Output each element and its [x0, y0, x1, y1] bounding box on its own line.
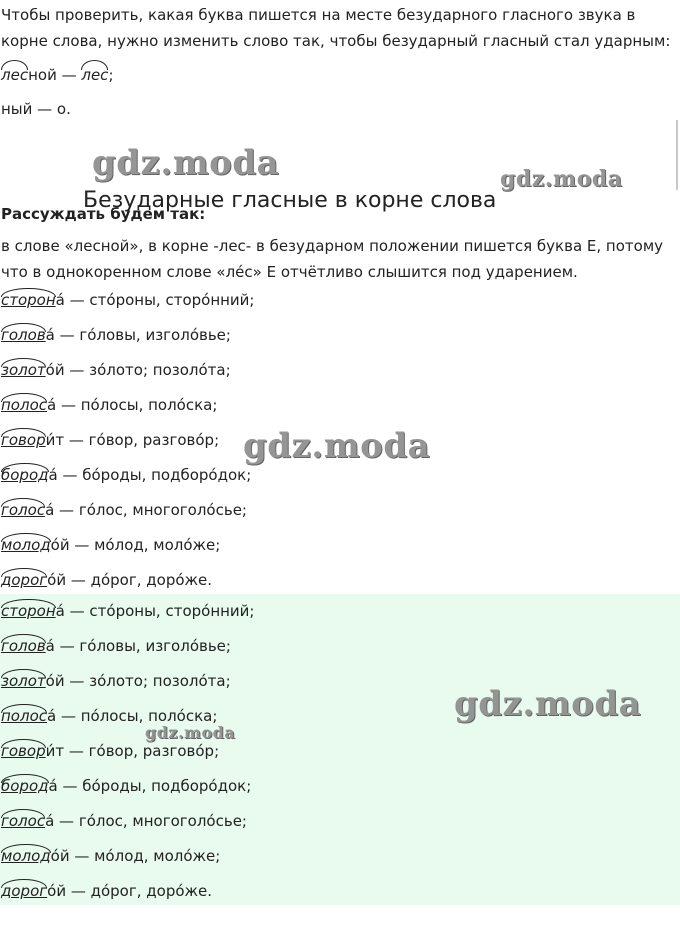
check-words: — гóвор, разговóр;: [64, 742, 220, 760]
ending-text: á: [45, 637, 55, 655]
root-text: голос: [1, 812, 46, 830]
root-arc: [1, 358, 46, 367]
check-words: — стóроны, сторóнний;: [64, 291, 255, 309]
root-word: [1, 598, 56, 624]
root-arc: [1, 498, 45, 507]
root-text: бород: [1, 777, 49, 795]
ending-text: á: [55, 291, 65, 309]
root-arc: [1, 393, 47, 402]
ending-text: óй: [45, 361, 65, 379]
check-words: — бóроды, подборóдок;: [57, 777, 252, 795]
list-item: [1, 843, 601, 878]
check-words: — дóрог, дорóже.: [66, 882, 213, 900]
root-word: [1, 808, 45, 834]
partial-heading-text: Безударные гласные в корне слова: [83, 188, 497, 213]
root-word: [1, 738, 46, 764]
watermark-5: gdz.moda: [145, 723, 236, 742]
reasoning-heading: Рассуждать будем так:: [1, 205, 206, 223]
check-words: — мóлод, молóже;: [69, 847, 221, 865]
check-words: — гóловы, изголóвье;: [54, 326, 231, 344]
root-arc: [1, 533, 51, 542]
list-item: [1, 287, 601, 322]
root-text: голос: [1, 501, 46, 519]
list-item: [1, 668, 601, 703]
root-arc: [1, 739, 46, 748]
check-words: — пóлосы, полóска;: [56, 396, 218, 414]
root-word: [1, 427, 46, 453]
list-item: [1, 738, 601, 773]
check-words: — стóроны, сторóнний;: [64, 602, 255, 620]
example-line-1: [1, 62, 114, 88]
root-arc: [1, 323, 46, 332]
root-arc: [1, 844, 51, 853]
ending-text: á: [45, 326, 55, 344]
watermark-1: gdz.moda: [92, 143, 280, 183]
list-item: [1, 633, 601, 668]
ending-text: óй: [45, 672, 65, 690]
root-les-1: лес: [1, 62, 28, 88]
root-text: бород: [1, 466, 49, 484]
check-words: — бóроды, подборóдок;: [57, 466, 252, 484]
partially-hidden-heading: [83, 186, 533, 213]
root-arc: [1, 774, 49, 783]
ending-text: óй: [50, 536, 70, 554]
list-item: [1, 703, 601, 738]
ending-text: á: [45, 812, 55, 830]
ending-text: á: [47, 396, 57, 414]
list-item: [1, 532, 601, 567]
ending-text: á: [45, 501, 55, 519]
root-word: [1, 532, 51, 558]
root-arc: [1, 568, 47, 577]
check-words: — гóловы, изголóвье;: [54, 637, 231, 655]
root-word: [1, 567, 47, 593]
watermark-2: gdz.moda: [500, 166, 623, 192]
intro-paragraph: [1, 2, 676, 54]
list-item: [1, 773, 601, 808]
root-arc: [1, 428, 46, 437]
list-item: [1, 426, 601, 466]
root-text: голов: [1, 637, 46, 655]
list-item: [1, 808, 601, 843]
root-arc: [1, 669, 46, 678]
root-word: [1, 287, 56, 313]
check-words: — гóлос, многоголóсье;: [54, 812, 247, 830]
check-words: — гóлос, многоголóсье;: [54, 501, 247, 519]
list-item: [1, 322, 601, 357]
ending-noi: ной: [28, 66, 57, 84]
check-words: — мóлод, молóже;: [69, 536, 221, 554]
root-text: молод: [1, 847, 51, 865]
ending-text: á: [48, 777, 58, 795]
list-item: [1, 497, 601, 532]
root-word: [1, 878, 47, 904]
root-text: полос: [1, 396, 47, 414]
root-word: [1, 633, 46, 659]
ending-text: óй: [47, 882, 67, 900]
root-text: сторон: [1, 602, 56, 620]
root-arc: [1, 463, 49, 472]
ending-text: á: [47, 707, 57, 725]
root-text: молод: [1, 536, 51, 554]
check-words: — дóрог, дорóже.: [66, 571, 213, 589]
root-word: [1, 703, 47, 729]
root-word: [1, 392, 47, 418]
dash: —: [56, 66, 82, 84]
intro-text: Чтобы проверить, какая буква пишется на месте безударного гласного звука в корне слова, нужно изменить слово так, чтобы безударный гласный стал ударным:: [1, 6, 671, 50]
watermark-4: gdz.moda: [454, 684, 642, 724]
root-text: голов: [1, 326, 46, 344]
root-arc: [1, 704, 47, 713]
root-text: говор: [1, 431, 46, 449]
root-word: [1, 773, 49, 799]
watermark-3: gdz.moda: [243, 426, 431, 466]
root-arc: [1, 634, 46, 643]
root-word: [1, 322, 46, 348]
list-item: [1, 598, 601, 633]
check-words: — пóлосы, полóска;: [56, 707, 218, 725]
ending-text: и́т: [45, 742, 65, 760]
root-arc: [1, 288, 56, 297]
root-text: полос: [1, 707, 47, 725]
root-arc: [1, 879, 47, 888]
example-line-2: ный — о.: [1, 100, 71, 118]
list-item: [1, 462, 601, 497]
explanation-text: в слове «лесной», в корне -лес- в безударном положении пишется буква Е, потому что в однокоренном слове «лéс» Е отчётливо слышится под ударением.: [1, 237, 664, 281]
root-arc: [1, 809, 45, 818]
semicolon: ;: [108, 66, 114, 84]
divider-line: [676, 120, 678, 190]
root-arc: [1, 599, 56, 608]
check-words: — зóлото; позолóта;: [64, 672, 231, 690]
root-text: золот: [1, 672, 46, 690]
list-item: [1, 392, 601, 427]
root-word: [1, 357, 46, 383]
root-text: сторон: [1, 291, 56, 309]
ending-text: á: [48, 466, 58, 484]
root-text: дорог: [1, 882, 48, 900]
word-list-1: [1, 287, 601, 602]
root-word: [1, 497, 45, 523]
ending-text: óй: [50, 847, 70, 865]
root-text: говор: [1, 742, 46, 760]
list-item: [1, 357, 601, 392]
ending-text: óй: [47, 571, 67, 589]
ending-text: á: [55, 602, 65, 620]
ending-text: и́т: [45, 431, 65, 449]
check-words: — гóвор, разговóр;: [64, 431, 220, 449]
check-words: — зóлото; позолóта;: [64, 361, 231, 379]
root-text: дорог: [1, 571, 48, 589]
list-item: [1, 878, 601, 913]
root-les-2: лес: [81, 62, 108, 88]
root-word: [1, 668, 46, 694]
root-text: золот: [1, 361, 46, 379]
word-list-2: [1, 598, 601, 913]
root-word: [1, 843, 51, 869]
root-word: [1, 462, 49, 488]
